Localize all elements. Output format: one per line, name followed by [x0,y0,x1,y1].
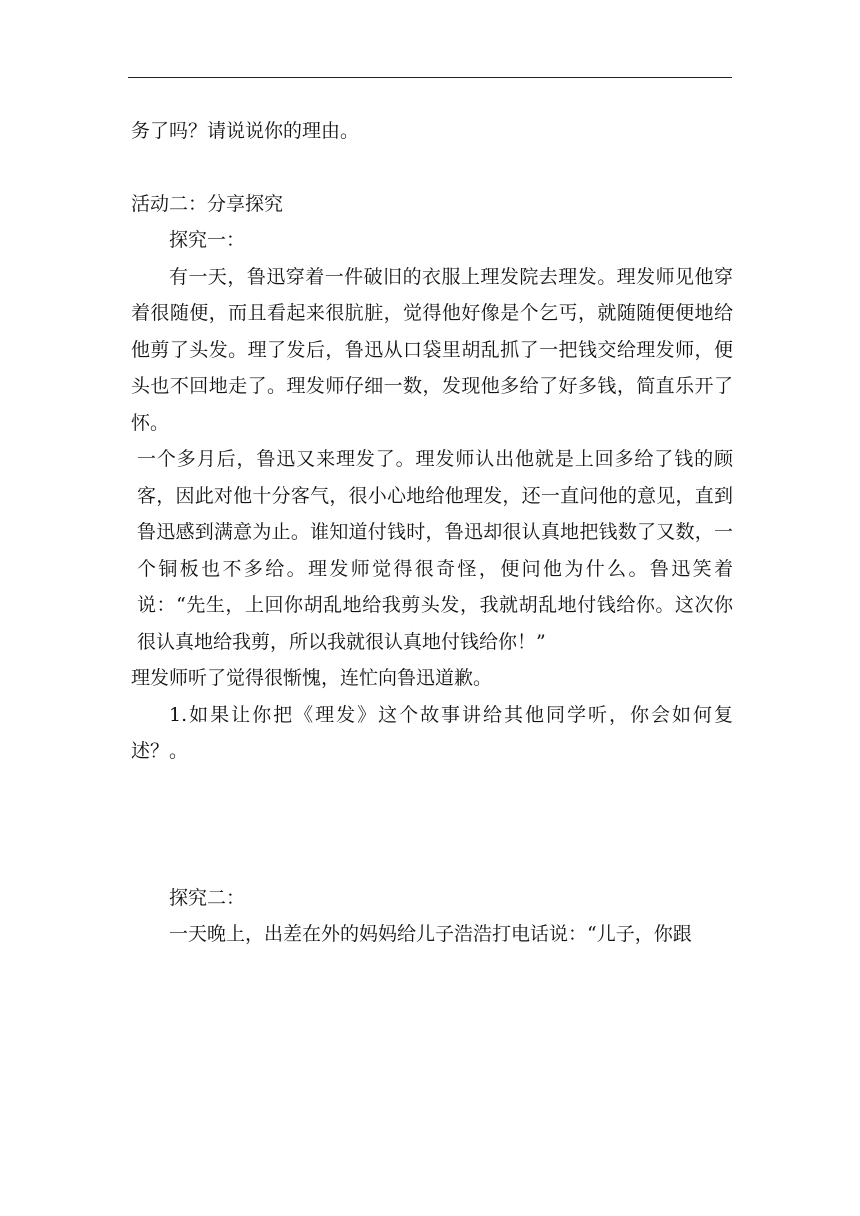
inquiry2-label: 探究二： [169,886,246,909]
spacer [131,150,733,186]
story-paragraph-2: 一个多月后，鲁迅又来理发了。理发师认出他就是上回多给了钱的顾客，因此对他十分客气，很小心地给他理发，还一直问他的意见，直到鲁迅感到满意为止。谁知道付钱时，鲁迅却很认真地把钱数了又数，一个铜板也不多给。理发师觉得很奇怪，便问他为什么。鲁迅笑着说：“先生，上回你胡乱地给我剪头发，我就胡乱地付钱给你。这次你很认真地给我剪，所以我就很认真地付钱给你！” [137,448,733,653]
activity-heading: 活动二：分享探究 [131,192,284,215]
document-body [131,113,733,953]
inquiry2-story-start: 一天晚上，出差在外的妈妈给儿子浩浩打电话说：“儿子，你跟 [169,923,692,945]
continuation-text: 务了吗？请说说你的理由。 [131,120,360,142]
header-rule [128,77,732,78]
inquiry1-label: 探究一： [169,229,246,251]
story-paragraph-3: 理发师听了觉得很惭愧，连忙向鲁迅道歉。 [131,667,493,689]
story-paragraph-1: 有一天，鲁迅穿着一件破旧的衣服上理发院去理发。理发师见他穿着很随便，而且看起来很肮脏，觉得他好像是个乞丐，就随随便便地给他剪了头发。理了发后，鲁迅从口袋里胡乱抓了一把钱交给理发师，便头也不回地走了。理发师仔细一数，发现他多给了好多钱，简直乐开了怀。 [131,265,733,434]
question-1: 1.如果让你把《理发》这个故事讲给其他同学听，你会如何复述？。 [131,703,733,762]
answer-space [131,770,733,880]
